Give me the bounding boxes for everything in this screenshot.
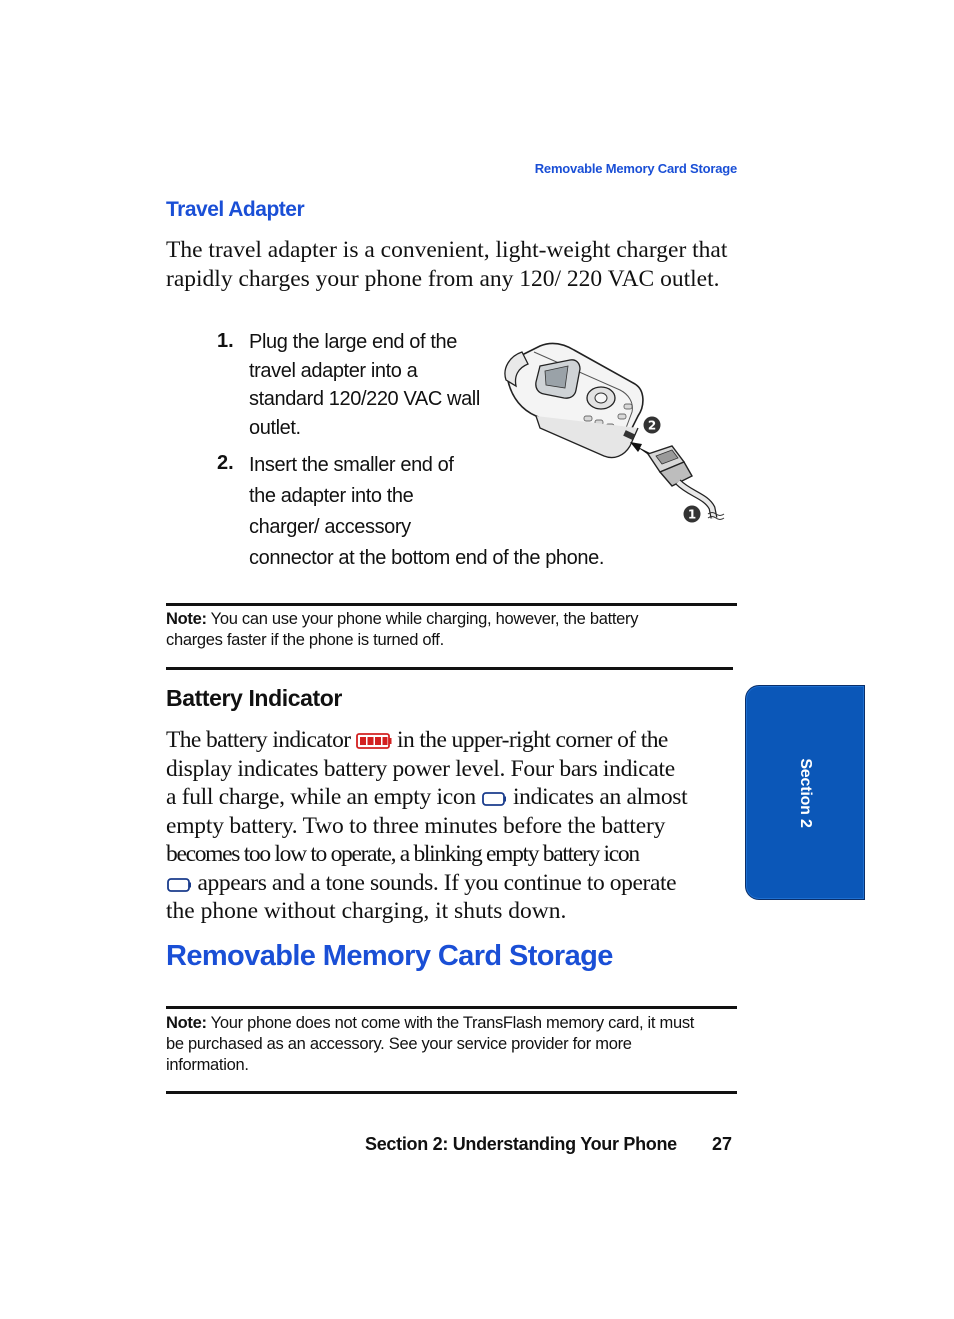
note-2-line: be purchased as an accessory. See your service provider for more: [166, 1035, 632, 1053]
page-number: 27: [712, 1134, 733, 1154]
step-2-line: connector at the bottom end of the phone.: [249, 547, 604, 569]
battery-line: empty battery. Two to three minutes before the battery: [166, 812, 666, 839]
battery-line: [166, 783, 732, 812]
phone-drawing: [505, 343, 643, 457]
note-2-bottom-rule: [166, 1091, 737, 1094]
section-tab-label: Section 2: [797, 757, 814, 828]
step-2-line: Insert the smaller end of: [249, 454, 454, 476]
note-2-top-rule: [166, 1006, 737, 1009]
battery-line: [166, 726, 732, 755]
travel-adapter-heading: Travel Adapter: [166, 198, 305, 221]
note-1-line: charges faster if the phone is turned off.: [166, 631, 444, 649]
step-1-text: [249, 328, 499, 442]
battery-text: a full charge, while an empty icon: [166, 784, 482, 810]
note-1-top-rule: [166, 603, 737, 606]
battery-indicator-paragraph: [166, 726, 732, 926]
step-2-line: the adapter into the: [249, 485, 414, 507]
removable-memory-heading: Removable Memory Card Storage: [166, 940, 613, 972]
battery-full-icon: [356, 732, 392, 750]
battery-line: becomes too low to operate, a blinking empty battery icon: [166, 841, 639, 867]
battery-text: indicates an almost: [512, 784, 688, 810]
step-1-line: outlet.: [249, 416, 301, 439]
step-1-line: Plug the large end of the: [249, 331, 457, 353]
battery-line: [166, 869, 732, 898]
note-2-line: Your phone does not come with the TransFlash memory card, it must: [210, 1014, 695, 1032]
step-2-number: 2.: [217, 452, 234, 474]
step-2-line: charger/ accessory: [249, 516, 411, 538]
step-1-line: standard 120/220 VAC wall: [249, 388, 480, 410]
battery-line: display indicates battery power level. Four bars indicate: [166, 755, 675, 782]
note-1: [166, 609, 738, 651]
callout-2: 2: [647, 418, 657, 433]
note-2: [166, 1013, 738, 1076]
battery-text: appears and a tone sounds. If you continue to operate: [197, 869, 677, 896]
travel-adapter-paragraph: The travel adapter is a convenient, light-weight charger that rapidly charges your phone from any 120/ 220 VAC outlet.: [166, 237, 728, 292]
battery-indicator-heading: Battery Indicator: [166, 685, 342, 711]
battery-text: The battery indicator: [166, 727, 356, 753]
note-1-bottom-rule: [166, 667, 733, 670]
battery-empty-icon: [481, 791, 507, 807]
callout-1: 1: [687, 507, 697, 522]
note-2-line: information.: [166, 1056, 249, 1074]
battery-text: in the upper-right corner of the: [397, 727, 668, 753]
section-tab[interactable]: [745, 685, 865, 900]
battery-line: the phone without charging, it shuts down.: [166, 898, 567, 924]
running-head: Removable Memory Card Storage: [534, 161, 737, 176]
note-1-label: Note:: [166, 610, 207, 628]
battery-empty-icon: [166, 877, 192, 893]
step-1-number: 1.: [217, 330, 234, 352]
note-2-label: Note:: [166, 1014, 207, 1032]
footer-section-title: Section 2: Understanding Your Phone: [365, 1134, 677, 1154]
phone-charger-illustration: [500, 336, 730, 531]
note-1-line: You can use your phone while charging, however, the battery: [210, 610, 639, 628]
step-1-line: travel adapter into a: [249, 359, 418, 382]
